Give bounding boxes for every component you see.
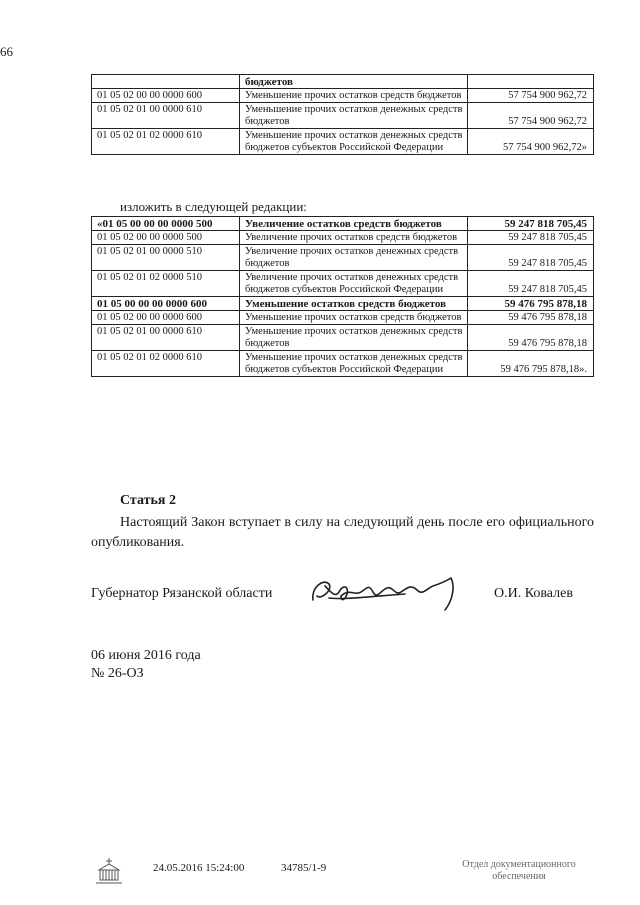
code-cell: 01 05 02 00 00 0000 600: [92, 311, 240, 325]
name-cell: Увеличение прочих остатков денежных средств бюджетов: [240, 245, 468, 271]
law-number: № 26-ОЗ: [91, 666, 144, 681]
intro-line: изложить в следующей редакции:: [120, 199, 307, 214]
budget-table-original-body: [92, 75, 594, 155]
table-row: [92, 297, 594, 311]
table-row: [92, 231, 594, 245]
code-cell: 01 05 02 01 00 0000 510: [92, 245, 240, 271]
amount-cell: 57 754 900 962,72»: [468, 129, 594, 155]
table-row: [92, 129, 594, 155]
handwritten-signature: [305, 570, 475, 614]
signer-name: О.И. Ковалев: [494, 586, 573, 601]
code-cell: 01 05 02 00 00 0000 600: [92, 89, 240, 103]
footer-timestamp: 24.05.2016 15:24:00: [153, 862, 245, 874]
amount-cell: 57 754 900 962,72: [468, 103, 594, 129]
name-cell: Уменьшение прочих остатков средств бюджетов: [240, 89, 468, 103]
table-row: [92, 217, 594, 231]
name-cell: Уменьшение прочих остатков денежных средств бюджетов: [240, 103, 468, 129]
table-row: [92, 75, 594, 89]
article-title: Статья 2: [120, 493, 176, 508]
name-cell: Увеличение прочих остатков средств бюджетов: [240, 231, 468, 245]
table-row: [92, 89, 594, 103]
amount-cell: 57 754 900 962,72: [468, 89, 594, 103]
code-cell: [92, 75, 240, 89]
code-cell: 01 05 02 01 02 0000 510: [92, 271, 240, 297]
code-cell: 01 05 02 00 00 0000 500: [92, 231, 240, 245]
footer-stamp: Отдел документационного обеспечения: [462, 859, 576, 882]
footer-logo: [93, 856, 125, 891]
amount-cell: 59 247 818 705,45: [468, 231, 594, 245]
budget-table-original: [91, 74, 594, 155]
name-cell: Уменьшение прочих остатков денежных средств бюджетов субъектов Российской Федерации: [240, 129, 468, 155]
article-body: Настоящий Закон вступает в силу на следующий день после его официального опубликования.: [91, 515, 594, 550]
name-cell: Уменьшение прочих остатков средств бюджетов: [240, 311, 468, 325]
table-row: [92, 271, 594, 297]
amount-cell: 59 247 818 705,45: [468, 245, 594, 271]
amount-cell: 59 476 795 878,18: [468, 297, 594, 311]
code-cell: 01 05 02 01 02 0000 610: [92, 351, 240, 377]
table-row: [92, 311, 594, 325]
table-row: [92, 325, 594, 351]
signature: [305, 570, 475, 619]
page-number: 66: [0, 44, 13, 59]
building-emblem-icon: [93, 856, 125, 886]
table-row: [92, 103, 594, 129]
amount-cell: 59 476 795 878,18».: [468, 351, 594, 377]
name-cell: Уменьшение прочих остатков денежных средств бюджетов субъектов Российской Федерации: [240, 351, 468, 377]
amount-cell: [468, 75, 594, 89]
code-cell: 01 05 00 00 00 0000 600: [92, 297, 240, 311]
signer-title: Губернатор Рязанской области: [91, 586, 273, 601]
amount-cell: 59 247 818 705,45: [468, 217, 594, 231]
name-cell: бюджетов: [240, 75, 468, 89]
code-cell: 01 05 02 01 00 0000 610: [92, 325, 240, 351]
budget-table-new: [91, 216, 594, 377]
name-cell: Увеличение прочих остатков денежных средств бюджетов субъектов Российской Федерации: [240, 271, 468, 297]
name-cell: Увеличение остатков средств бюджетов: [240, 217, 468, 231]
table-row: [92, 245, 594, 271]
law-date: 06 июня 2016 года: [91, 648, 201, 663]
budget-table-new-body: [92, 217, 594, 377]
footer-code: 34785/1-9: [281, 862, 327, 874]
amount-cell: 59 476 795 878,18: [468, 311, 594, 325]
amount-cell: 59 247 818 705,45: [468, 271, 594, 297]
amount-cell: 59 476 795 878,18: [468, 325, 594, 351]
code-cell: 01 05 02 01 00 0000 610: [92, 103, 240, 129]
name-cell: Уменьшение остатков средств бюджетов: [240, 297, 468, 311]
code-cell: 01 05 02 01 02 0000 610: [92, 129, 240, 155]
table-row: [92, 351, 594, 377]
code-cell: «01 05 00 00 00 0000 500: [92, 217, 240, 231]
name-cell: Уменьшение прочих остатков денежных средств бюджетов: [240, 325, 468, 351]
